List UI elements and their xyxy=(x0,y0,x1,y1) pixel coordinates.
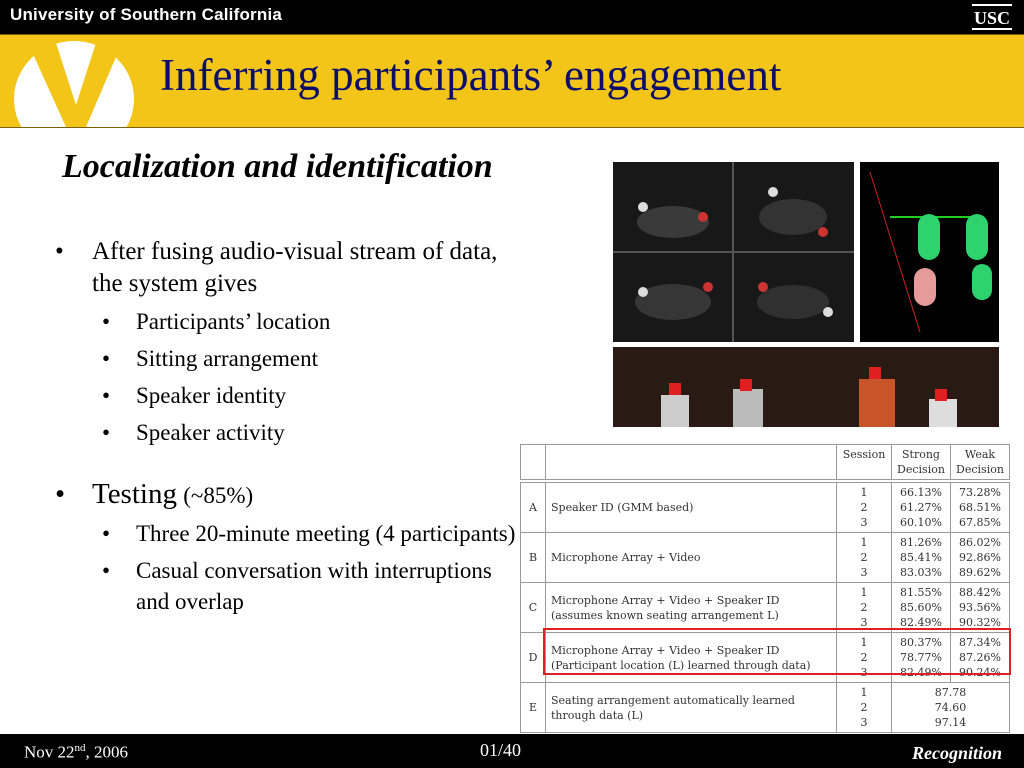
university-name: University of Southern California xyxy=(10,5,283,24)
usc-logo: USC xyxy=(972,4,1012,30)
footer-bar xyxy=(0,734,1024,768)
header-strong: Strong Decision xyxy=(892,445,951,480)
slide-title: Inferring participants’ engagement xyxy=(160,50,782,100)
title-band xyxy=(0,34,1024,128)
section-label: Recognition xyxy=(911,743,1002,763)
sub-bullet: • Speaker identity xyxy=(102,383,287,408)
table-row: E Seating arrangement automatically learned through data (L) 1 2 3 87.78 74.60 97.14 xyxy=(521,683,1010,733)
header-session: Session xyxy=(837,445,892,480)
page-number: 01/40 xyxy=(480,740,522,760)
table-header-row xyxy=(521,445,1010,480)
sub-bullet: • Three 20-minute meeting (4 participants) xyxy=(102,521,516,546)
sub-bullet: • Sitting arrangement xyxy=(102,346,319,371)
3d-localization-view xyxy=(860,162,999,342)
table-row: D Microphone Array + Video + Speaker ID (Participant location (L) learned through data) 1 2 3 80.37% 78.77% 82.49% 87.34% 87.26% 90.24% xyxy=(521,633,1010,683)
bullet-list xyxy=(50,236,520,617)
sub-bullet: • Participants’ location xyxy=(102,309,331,334)
sub-bullet: • Speaker activity xyxy=(102,420,285,445)
table-row: A Speaker ID (GMM based) 1 2 3 66.13% 61.27% 60.10% 73.28% 68.51% 67.85% xyxy=(521,483,1010,533)
row-d-highlight-box xyxy=(543,628,1011,675)
bullet-dot-icon: • xyxy=(55,478,66,510)
top-bar xyxy=(0,0,1024,34)
table-row: B Microphone Array + Video 1 2 3 81.26% 85.41% 83.03% 86.02% 92.86% 89.62% xyxy=(521,533,1010,583)
table-row: C Microphone Array + Video + Speaker ID (assumes known seating arrangement L) 1 2 3 81.55% 85.60% 82.49% 88.42% 93.56% 90.32% xyxy=(521,583,1010,633)
bullet-fusion: • After fusing audio-visual stream of data, the system gives xyxy=(55,238,498,297)
bullet-dot-icon: • xyxy=(55,238,64,265)
meeting-room-camera-views xyxy=(613,162,854,342)
bullet-testing: • Testing (~85%) xyxy=(55,478,254,510)
results-table xyxy=(520,444,1010,733)
slide-date: Nov 22nd, 2006 xyxy=(24,742,129,762)
victory-logo-icon xyxy=(10,35,138,127)
panoramic-camera-view xyxy=(613,347,999,427)
section-subtitle: Localization and identification xyxy=(62,148,493,185)
sub-bullet: • Casual conversation with interruptions and overlap xyxy=(102,558,492,614)
header-weak: Weak Decision xyxy=(951,445,1010,480)
